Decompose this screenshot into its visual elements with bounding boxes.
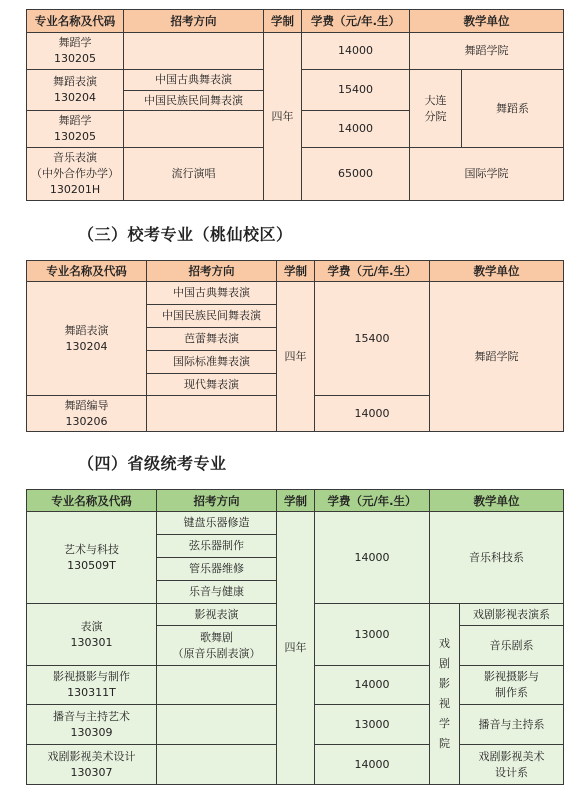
section-3-title: （三）校考专业（桃仙校区）: [78, 225, 293, 244]
major-cell: [27, 282, 147, 396]
header-direction: 招考方向: [124, 10, 264, 33]
direction-cell: 芭蕾舞表演: [147, 328, 277, 351]
major-code: 130204: [65, 339, 108, 353]
major-name: 音乐表演: [53, 151, 97, 164]
major-name: 舞蹈学: [58, 36, 92, 49]
major-name: 艺术与科技: [64, 542, 119, 556]
major-code: 130205: [54, 52, 96, 65]
major-name: 舞蹈表演: [53, 75, 97, 88]
dept-line: 影视摄影与: [484, 670, 539, 683]
dept-line: 设计系: [495, 765, 528, 779]
dept-cell: 音乐剧系: [460, 626, 564, 666]
major-name: 影视摄影与制作: [53, 670, 130, 683]
branch-line: 分院: [424, 109, 447, 123]
major-name: 舞蹈学: [58, 114, 92, 127]
direction-cell: [157, 745, 277, 785]
direction-cell: 流行演唱: [124, 148, 264, 201]
branch-cell: [410, 70, 462, 148]
direction-cell: 管乐器维修: [157, 558, 277, 581]
major-code: 130206: [65, 414, 108, 428]
direction-name: 歌舞剧: [200, 630, 233, 644]
major-code: 130204: [54, 91, 96, 104]
unit-cell: 舞蹈学院: [430, 282, 564, 432]
direction-cell: 现代舞表演: [147, 374, 277, 396]
unit-cell: 国际学院: [410, 148, 564, 201]
major-name: 表演: [80, 619, 103, 633]
fee-cell: 14000: [302, 111, 410, 148]
major-cell: [27, 604, 157, 666]
major-code: 130509T: [67, 558, 116, 572]
major-cell: [27, 666, 157, 705]
major-code: 130205: [54, 130, 96, 143]
direction-cell: 乐音与健康: [157, 581, 277, 604]
major-cell: [27, 512, 157, 604]
direction-cell: [124, 111, 264, 148]
major-code: 130311T: [67, 686, 116, 699]
major-code: 130201H: [49, 183, 101, 196]
major-cell: [27, 33, 124, 70]
major-cell: [27, 70, 124, 111]
admissions-table-2: [26, 260, 564, 432]
header-unit: 教学单位: [430, 261, 564, 282]
school-cell: [430, 604, 460, 785]
fee-cell: 13000: [315, 705, 430, 745]
direction-cell: [124, 33, 264, 70]
major-name: 播音与主持艺术: [53, 709, 130, 723]
header-unit: 教学单位: [430, 490, 564, 512]
major-code: 130307: [70, 765, 113, 779]
admissions-table-3: [26, 489, 564, 785]
fee-cell: 14000: [302, 33, 410, 70]
duration-cell: 四年: [277, 282, 315, 432]
fee-cell: 13000: [315, 604, 430, 666]
section-4-title: （四）省级统考专业: [78, 454, 227, 473]
school-name: 戏剧影视学院: [439, 637, 450, 750]
direction-cell: 中国民族民间舞表演: [147, 305, 277, 328]
header-fee: 学费（元/年.生）: [302, 10, 410, 33]
direction-cell: 弦乐器制作: [157, 535, 277, 558]
direction-cell: 中国古典舞表演: [147, 282, 277, 305]
header-duration: 学制: [264, 10, 302, 33]
fee-cell: 15400: [315, 282, 430, 396]
major-name: 戏剧影视美术设计: [47, 749, 136, 763]
dept-cell: [460, 745, 564, 785]
header-direction: 招考方向: [157, 490, 277, 512]
major-note: （中外合作办学）: [31, 167, 119, 180]
direction-note: （原音乐剧表演）: [172, 646, 261, 660]
major-name: 舞蹈编导: [64, 398, 109, 412]
header-major: 专业名称及代码: [27, 261, 147, 282]
header-duration: 学制: [277, 490, 315, 512]
major-cell: [27, 111, 124, 148]
direction-cell: 中国古典舞表演: [124, 70, 264, 91]
direction-cell: [157, 705, 277, 745]
duration-cell: 四年: [277, 512, 315, 785]
branch-line: 大连: [424, 93, 447, 107]
header-major: 专业名称及代码: [27, 490, 157, 512]
direction-cell: [157, 626, 277, 666]
unit-cell: 音乐科技系: [430, 512, 564, 604]
major-code: 130301: [70, 635, 113, 649]
header-duration: 学制: [277, 261, 315, 282]
fee-cell: 65000: [302, 148, 410, 201]
dept-cell: 舞蹈系: [462, 70, 564, 148]
unit-cell: 舞蹈学院: [410, 33, 564, 70]
direction-cell: [157, 666, 277, 705]
header-unit: 教学单位: [410, 10, 564, 33]
fee-cell: 14000: [315, 745, 430, 785]
fee-cell: 15400: [302, 70, 410, 111]
dept-cell: 播音与主持系: [460, 705, 564, 745]
dept-cell: 戏剧影视表演系: [460, 604, 564, 626]
header-fee: 学费（元/年.生）: [315, 261, 430, 282]
major-cell: [27, 148, 124, 201]
fee-cell: 14000: [315, 396, 430, 432]
direction-cell: [147, 396, 277, 432]
fee-cell: 14000: [315, 666, 430, 705]
admissions-table-1: [26, 9, 564, 201]
direction-cell: 中国民族民间舞表演: [124, 91, 264, 111]
dept-cell: [460, 666, 564, 705]
header-major: 专业名称及代码: [27, 10, 124, 33]
major-cell: [27, 705, 157, 745]
header-fee: 学费（元/年.生）: [315, 490, 430, 512]
header-direction: 招考方向: [147, 261, 277, 282]
duration-cell: 四年: [264, 33, 302, 201]
direction-cell: 国际标准舞表演: [147, 351, 277, 374]
fee-cell: 14000: [315, 512, 430, 604]
major-code: 130309: [70, 725, 113, 739]
direction-cell: 键盘乐器修造: [157, 512, 277, 535]
dept-line: 制作系: [495, 686, 528, 699]
major-cell: [27, 745, 157, 785]
major-cell: [27, 396, 147, 432]
major-name: 舞蹈表演: [64, 323, 109, 337]
dept-line: 戏剧影视美术: [478, 749, 545, 763]
direction-cell: 影视表演: [157, 604, 277, 626]
